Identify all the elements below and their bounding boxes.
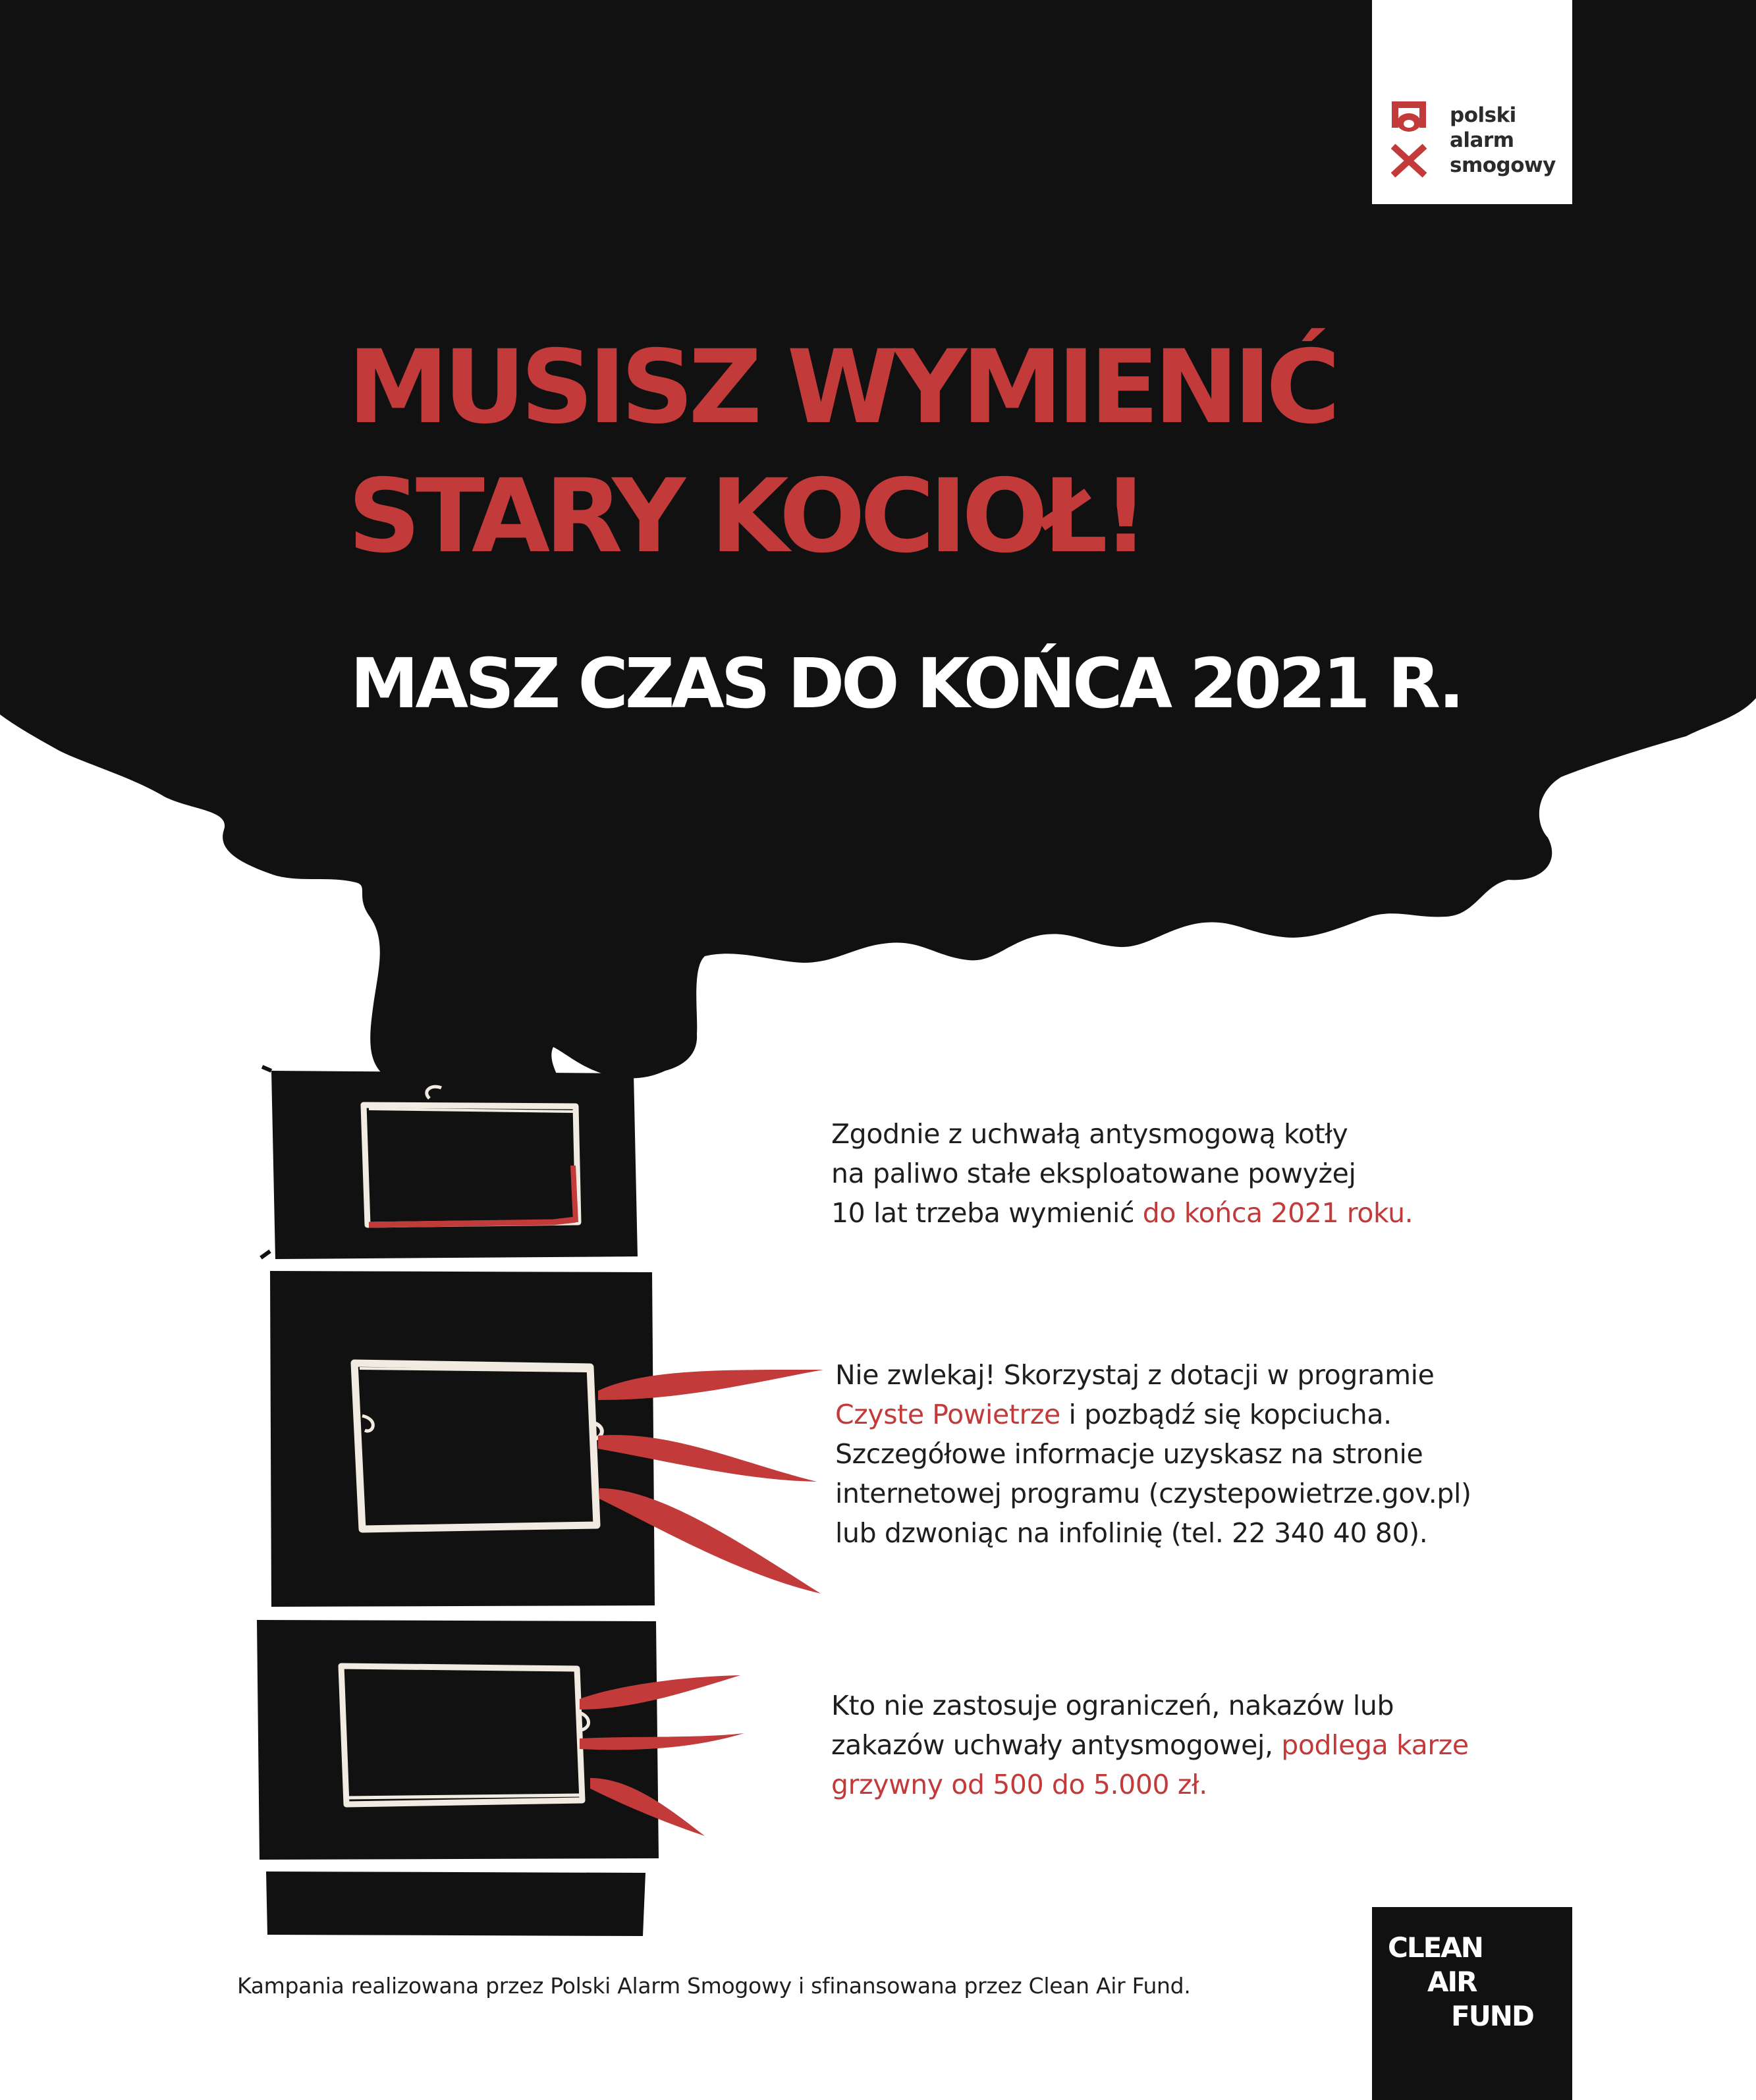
- penalty-highlight: grzywny od 500 do 5.000 zł.: [831, 1769, 1207, 1800]
- paragraph-line: [835, 1395, 1471, 1434]
- deadline-highlight: do końca 2021 roku.: [1142, 1197, 1413, 1229]
- clean-air-fund-logo: [1372, 1907, 1572, 2100]
- headline-line-1: MUSISZ WYMIENIĆ: [348, 329, 1336, 446]
- boiler-top-chamber: [261, 1067, 638, 1259]
- paragraph-text: i pozbądź się kopciucha.: [1060, 1399, 1392, 1430]
- headline-line-2: STARY KOCIOŁ!: [348, 458, 1144, 576]
- penalty-highlight: podlega karze: [1281, 1729, 1469, 1761]
- logo-word: smogowy: [1450, 153, 1556, 177]
- paragraph-line: Kto nie zastosuje ograniczeń, nakazów lub: [831, 1690, 1394, 1721]
- partner-wordmark: [1388, 1931, 1533, 2033]
- paragraph-line: Zgodnie z uchwałą antysmogową kotły: [831, 1118, 1348, 1150]
- paragraph-subsidy-info: [835, 1355, 1471, 1553]
- paragraph-penalty-info: [831, 1686, 1469, 1804]
- logo-wordmark: [1450, 103, 1556, 178]
- logo-word: polski: [1450, 103, 1516, 127]
- deadline-subheadline: MASZ CZAS DO KOŃCA 2021 R.: [350, 643, 1462, 724]
- paragraph-deadline-info: [831, 1114, 1413, 1233]
- paragraph-text: zakazów uchwały antysmogowej,: [831, 1729, 1282, 1761]
- paragraph-line: [831, 1765, 1469, 1804]
- partner-word: AIR: [1427, 1966, 1477, 1998]
- program-name-highlight: Czyste Powietrze: [835, 1399, 1060, 1430]
- campaign-footer: Kampania realizowana przez Polski Alarm Smogowy i sfinansowana przez Clean Air Fund.: [237, 1973, 1191, 1999]
- partner-word: CLEAN: [1388, 1931, 1483, 1964]
- logo-word: alarm: [1450, 128, 1514, 152]
- paragraph-line: [831, 1193, 1413, 1233]
- mask-figure-icon: [1389, 100, 1429, 178]
- paragraph-line: Nie zwlekaj! Skorzystaj z dotacji w programie: [835, 1359, 1435, 1391]
- paragraph-text: 10 lat trzeba wymienić: [831, 1197, 1143, 1229]
- paragraph-line: internetowej programu (czystepowietrze.gov.pl): [835, 1478, 1471, 1509]
- paragraph-line: na paliwo stałe eksploatowane powyżej: [831, 1158, 1356, 1189]
- polski-alarm-smogowy-logo: [1372, 0, 1572, 204]
- boiler-illustration: [224, 1027, 843, 1936]
- boiler-middle-chamber: [270, 1271, 655, 1607]
- paragraph-line: lub dzwoniąc na infolinię (tel. 22 340 40 80).: [835, 1517, 1428, 1549]
- partner-word: FUND: [1451, 2000, 1533, 2032]
- paragraph-line: [831, 1725, 1469, 1765]
- paragraph-line: Szczegółowe informacje uzyskasz na stronie: [835, 1438, 1423, 1470]
- boiler-base: [266, 1871, 645, 1936]
